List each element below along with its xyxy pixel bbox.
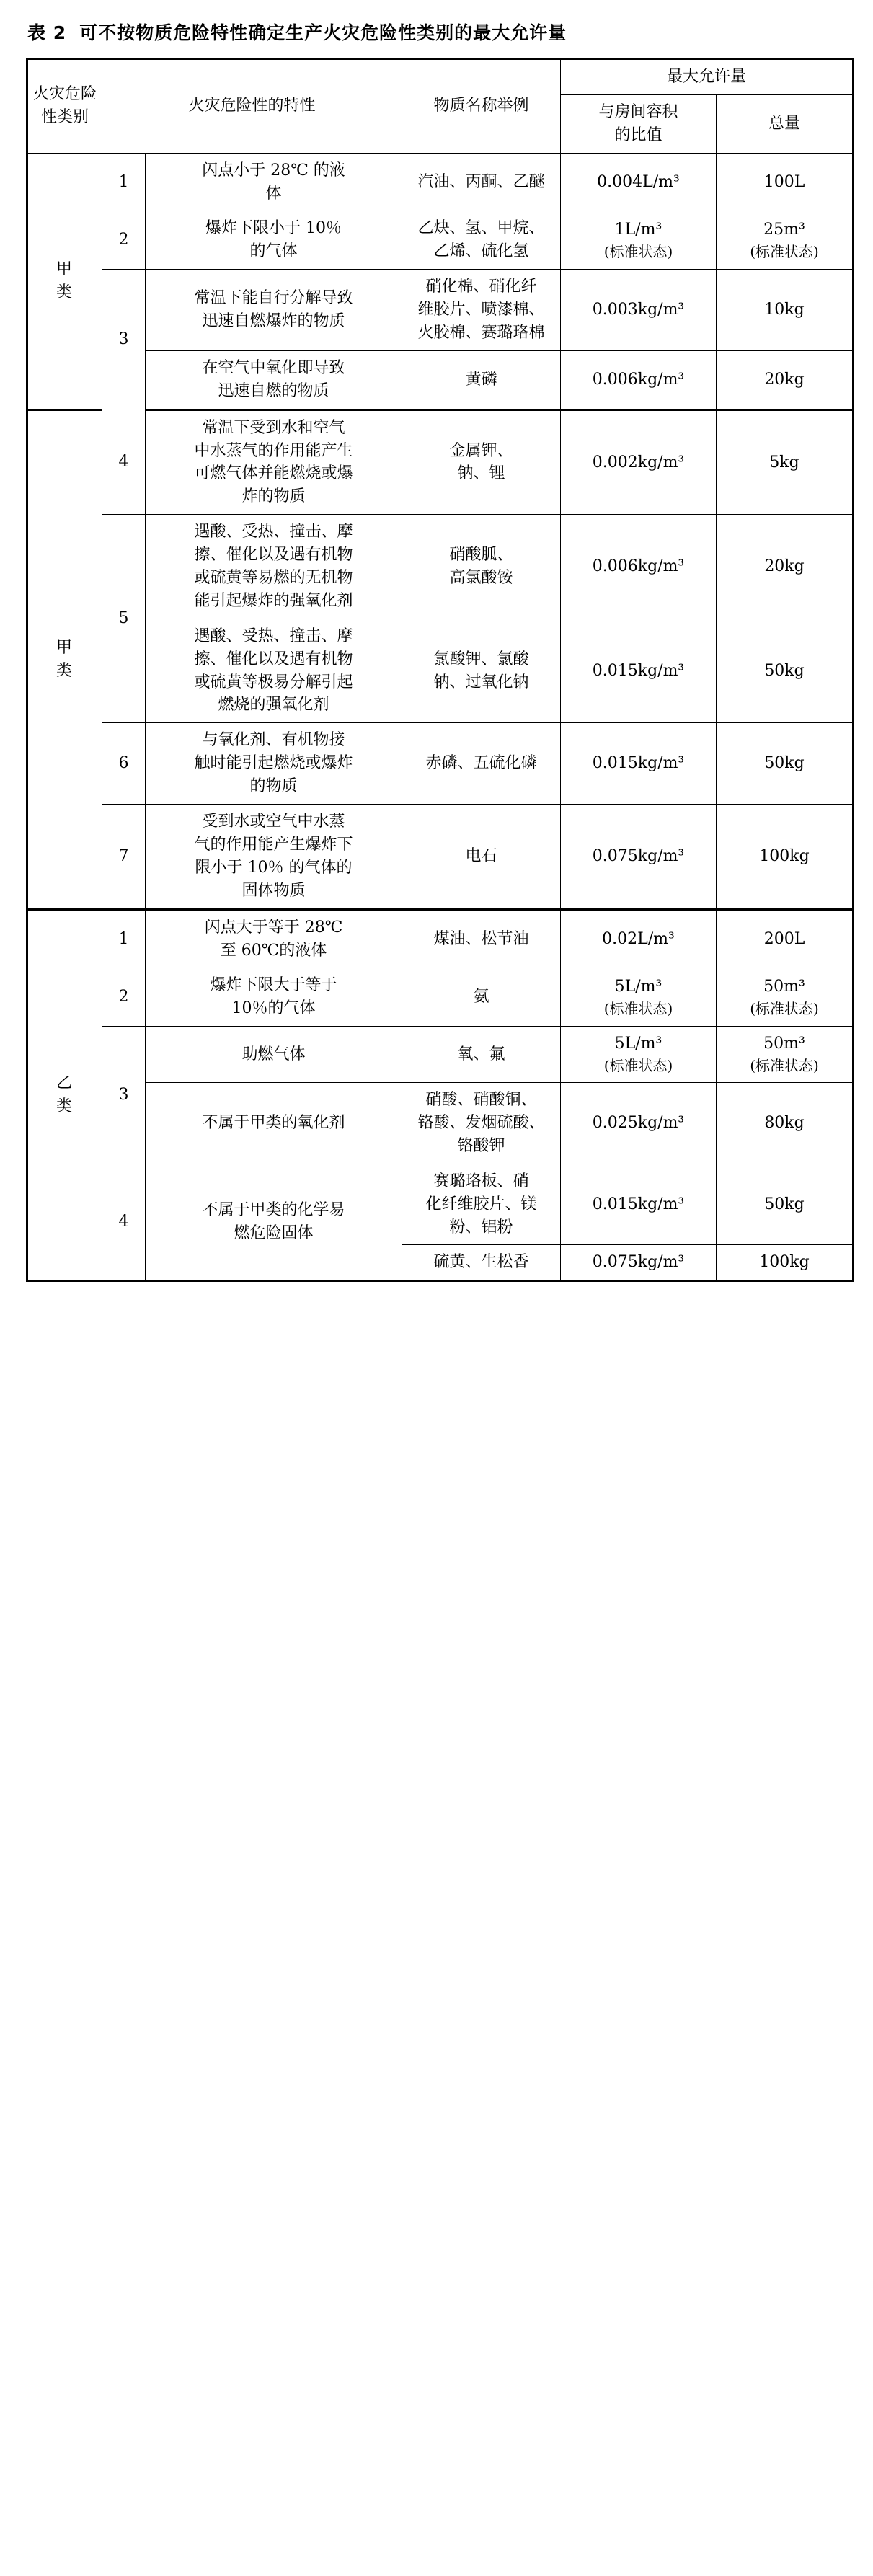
table-row xyxy=(27,968,854,1027)
total-cell: 25m³ (标准状态) xyxy=(717,211,854,270)
row-number: 2 xyxy=(102,211,146,270)
feature-cell: 在空气中氧化即导致 迅速自燃的物质 xyxy=(146,350,402,410)
total-cell: 50kg xyxy=(717,1164,854,1245)
table-row xyxy=(27,1164,854,1245)
row-number: 3 xyxy=(102,1027,146,1164)
feature-cell: 闪点大于等于 28℃ 至 60℃的液体 xyxy=(146,909,402,968)
header-example: 物质名称举例 xyxy=(402,59,561,154)
total-cell: 80kg xyxy=(717,1083,854,1164)
row-number: 1 xyxy=(102,909,146,968)
table-row xyxy=(27,515,854,619)
feature-cell: 爆炸下限小于 10％ 的气体 xyxy=(146,211,402,270)
header-ratio: 与房间容积 的比值 xyxy=(561,94,717,153)
ratio-cell: 0.006kg/m³ xyxy=(561,515,717,619)
example-cell: 汽油、丙酮、乙醚 xyxy=(402,153,561,211)
example-cell: 氨 xyxy=(402,968,561,1027)
header-feature: 火灾危险性的特性 xyxy=(102,59,402,154)
example-cell: 煤油、松节油 xyxy=(402,909,561,968)
table-row xyxy=(27,270,854,351)
caption-title: 可不按物质危险特性确定生产火灾危险性类别的最大允许量 xyxy=(79,22,567,43)
table-row xyxy=(27,619,854,723)
header-row-1 xyxy=(27,59,854,95)
ratio-cell: 5L/m³ (标准状态) xyxy=(561,1027,717,1083)
feature-cell: 常温下能自行分解导致 迅速自燃爆炸的物质 xyxy=(146,270,402,351)
example-cell: 赛璐珞板、硝 化纤维胶片、镁 粉、铝粉 xyxy=(402,1164,561,1245)
feature-cell: 遇酸、受热、撞击、摩 擦、催化以及遇有机物 或硫黄等极易分解引起 燃烧的强氧化剂 xyxy=(146,619,402,723)
feature-cell: 与氧化剂、有机物接 触时能引起燃烧或爆炸 的物质 xyxy=(146,723,402,805)
example-cell: 硝酸胍、 高氯酸铵 xyxy=(402,515,561,619)
row-number: 2 xyxy=(102,968,146,1027)
total-cell: 100kg xyxy=(717,1245,854,1281)
example-cell: 金属钾、 钠、锂 xyxy=(402,410,561,515)
example-cell: 乙炔、氢、甲烷、 乙烯、硫化氢 xyxy=(402,211,561,270)
total-cell: 10kg xyxy=(717,270,854,351)
ratio-cell: 0.003kg/m³ xyxy=(561,270,717,351)
table-row xyxy=(27,723,854,805)
table-row xyxy=(27,1083,854,1164)
table-row xyxy=(27,350,854,410)
row-number: 5 xyxy=(102,515,146,723)
row-number: 7 xyxy=(102,805,146,910)
header-total: 总量 xyxy=(717,94,854,153)
table-header xyxy=(27,59,854,154)
feature-cell: 受到水或空气中水蒸 气的作用能产生爆炸下 限小于 10％ 的气体的 固体物质 xyxy=(146,805,402,910)
ratio-cell: 0.002kg/m³ xyxy=(561,410,717,515)
table-row xyxy=(27,805,854,910)
ratio-cell: 0.004L/m³ xyxy=(561,153,717,211)
row-number: 3 xyxy=(102,270,146,410)
ratio-cell: 0.075kg/m³ xyxy=(561,1245,717,1281)
ratio-cell: 0.02L/m³ xyxy=(561,909,717,968)
category-cell: 甲 类 xyxy=(27,410,102,909)
ratio-cell: 0.075kg/m³ xyxy=(561,805,717,910)
total-cell: 5kg xyxy=(717,410,854,515)
table-row xyxy=(27,153,854,211)
ratio-cell: 0.015kg/m³ xyxy=(561,619,717,723)
row-number: 4 xyxy=(102,410,146,515)
feature-cell: 闪点小于 28℃ 的液 体 xyxy=(146,153,402,211)
total-cell: 50m³ (标准状态) xyxy=(717,968,854,1027)
ratio-cell: 5L/m³ (标准状态) xyxy=(561,968,717,1027)
table-body xyxy=(27,153,854,1281)
row-number: 1 xyxy=(102,153,146,211)
example-cell: 氯酸钾、氯酸 钠、过氧化钠 xyxy=(402,619,561,723)
ratio-cell: 1L/m³ (标准状态) xyxy=(561,211,717,270)
total-cell: 50m³ (标准状态) xyxy=(717,1027,854,1083)
feature-cell: 常温下受到水和空气 中水蒸气的作用能产生 可燃气体并能燃烧或爆 炸的物质 xyxy=(146,410,402,515)
feature-cell: 不属于甲类的化学易 燃危险固体 xyxy=(146,1164,402,1281)
total-cell: 20kg xyxy=(717,515,854,619)
example-cell: 硫黄、生松香 xyxy=(402,1245,561,1281)
category-cell: 乙 类 xyxy=(27,909,102,1281)
example-cell: 黄磷 xyxy=(402,350,561,410)
feature-cell: 不属于甲类的氧化剂 xyxy=(146,1083,402,1164)
row-number: 6 xyxy=(102,723,146,805)
ratio-cell: 0.015kg/m³ xyxy=(561,723,717,805)
table-row xyxy=(27,211,854,270)
header-category: 火灾危险 性类别 xyxy=(27,59,102,154)
table-row xyxy=(27,410,854,515)
row-number: 4 xyxy=(102,1164,146,1281)
category-cell: 甲 类 xyxy=(27,153,102,410)
example-cell: 硝酸、硝酸铜、 铬酸、发烟硫酸、 铬酸钾 xyxy=(402,1083,561,1164)
table-caption xyxy=(27,19,851,45)
table-row xyxy=(27,909,854,968)
ratio-cell: 0.015kg/m³ xyxy=(561,1164,717,1245)
feature-cell: 爆炸下限大于等于 10％的气体 xyxy=(146,968,402,1027)
example-cell: 氧、氟 xyxy=(402,1027,561,1083)
total-cell: 50kg xyxy=(717,723,854,805)
example-cell: 硝化棉、硝化纤 维胶片、喷漆棉、 火胶棉、赛璐珞棉 xyxy=(402,270,561,351)
header-max-allow: 最大允许量 xyxy=(561,59,854,95)
max-allowed-quantity-table xyxy=(26,58,854,1282)
total-cell: 20kg xyxy=(717,350,854,410)
total-cell: 200L xyxy=(717,909,854,968)
caption-label: 表 2 xyxy=(27,22,67,43)
feature-cell: 遇酸、受热、撞击、摩 擦、催化以及遇有机物 或硫黄等易燃的无机物 能引起爆炸的强氧化剂 xyxy=(146,515,402,619)
total-cell: 100kg xyxy=(717,805,854,910)
total-cell: 100L xyxy=(717,153,854,211)
example-cell: 赤磷、五硫化磷 xyxy=(402,723,561,805)
ratio-cell: 0.025kg/m³ xyxy=(561,1083,717,1164)
feature-cell: 助燃气体 xyxy=(146,1027,402,1083)
example-cell: 电石 xyxy=(402,805,561,910)
ratio-cell: 0.006kg/m³ xyxy=(561,350,717,410)
total-cell: 50kg xyxy=(717,619,854,723)
table-row xyxy=(27,1027,854,1083)
